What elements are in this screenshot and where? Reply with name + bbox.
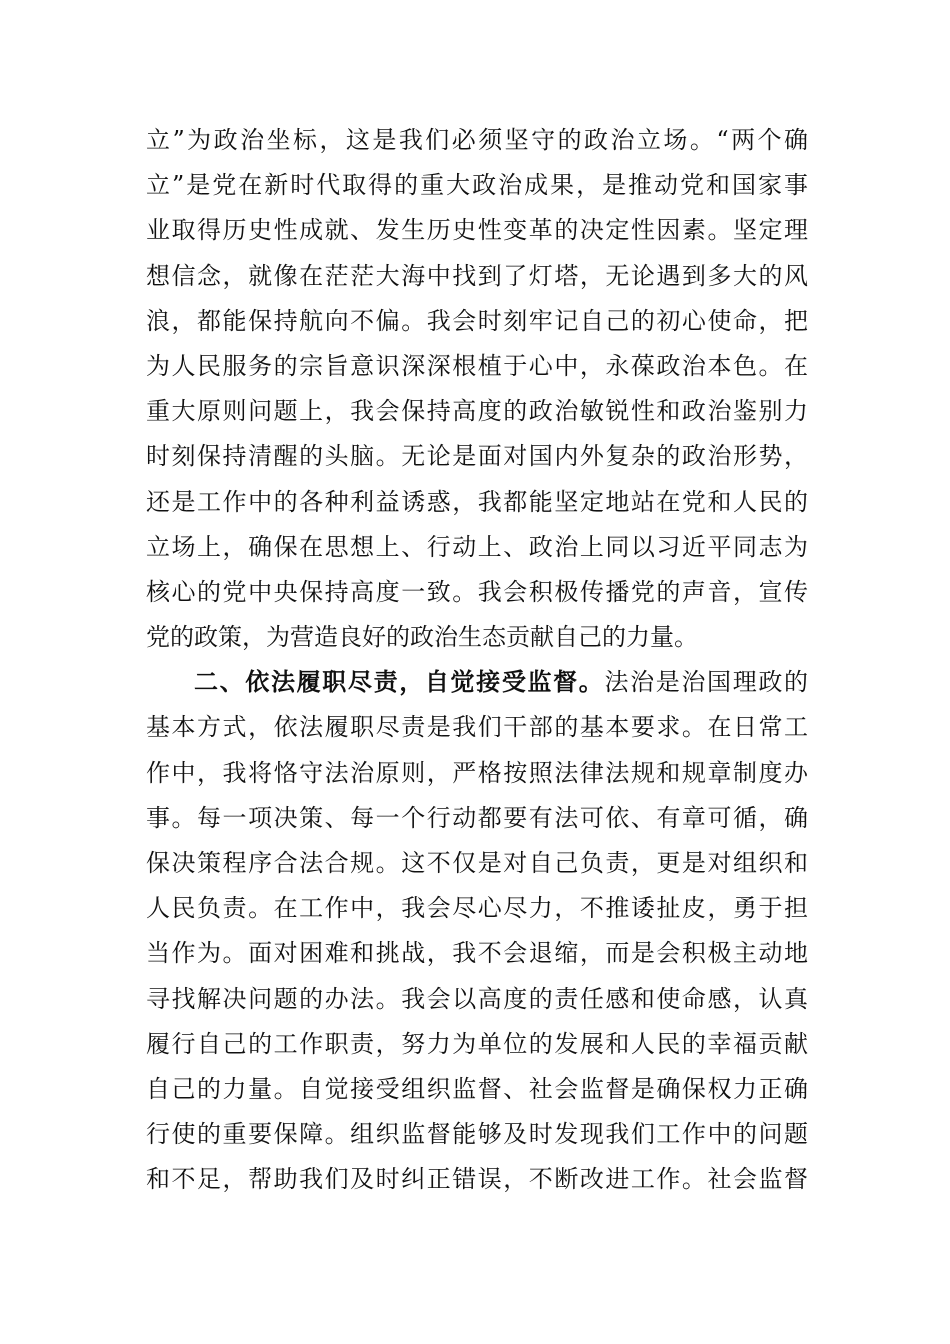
paragraph-line: 事。每一项决策、每一个行动都要有法可依、有章可循，确 (146, 803, 808, 832)
paragraph-line: 想信念，就像在茫茫大海中找到了灯塔，无论遇到多大的风 (146, 261, 808, 290)
section-heading: 二、依法履职尽责，自觉接受监督。 (194, 668, 605, 697)
paragraph-line: 立场上，确保在思想上、行动上、政治上同以习近平同志为 (146, 532, 808, 561)
paragraph-line: 立”是党在新时代取得的重大政治成果，是推动党和国家事 (146, 171, 808, 200)
paragraph-line: 核心的党中央保持高度一致。我会积极传播党的声音，宣传 (146, 577, 808, 606)
paragraph-line: 当作为。面对困难和挑战，我不会退缩，而是会积极主动地 (146, 939, 808, 968)
paragraph-line: 立”为政治坐标，这是我们必须坚守的政治立场。“两个确 (146, 126, 808, 154)
paragraph-line: 自己的力量。自觉接受组织监督、社会监督是确保权力正确 (146, 1074, 808, 1103)
paragraph-line: 和不足，帮助我们及时纠正错误，不断改进工作。社会监督 (146, 1165, 808, 1194)
section-heading-rest: 法治是治国理政的 (604, 668, 808, 697)
paragraph-line: 作中，我将恪守法治原则，严格按照法律法规和规章制度办 (146, 758, 808, 787)
paragraph-line: 为人民服务的宗旨意识深深根植于心中，永葆政治本色。在 (146, 351, 808, 380)
paragraph-line: 履行自己的工作职责，努力为单位的发展和人民的幸福贡献 (146, 1029, 808, 1058)
paragraph-line: 行使的重要保障。组织监督能够及时发现我们工作中的问题 (146, 1120, 808, 1149)
paragraph-line: 重大原则问题上，我会保持高度的政治敏锐性和政治鉴别力 (146, 397, 808, 426)
paragraph-line: 寻找解决问题的办法。我会以高度的责任感和使命感，认真 (146, 984, 808, 1013)
paragraph-line: 还是工作中的各种利益诱惑，我都能坚定地站在党和人民的 (146, 487, 808, 516)
section-heading-line (146, 660, 808, 705)
paragraph-line: 时刻保持清醒的头脑。无论是面对国内外复杂的政治形势， (146, 442, 808, 471)
paragraph-line: 基本方式，依法履职尽责是我们干部的基本要求。在日常工 (146, 713, 808, 742)
paragraph-line: 党的政策，为营造良好的政治生态贡献自己的力量。 (146, 623, 698, 652)
paragraph-line: 业取得历史性成就、发生历史性变革的决定性因素。坚定理 (146, 216, 808, 245)
paragraph-line: 保决策程序合法合规。这不仅是对自己负责，更是对组织和 (146, 849, 808, 877)
body-text (146, 118, 808, 1203)
paragraph-line: 人民负责。在工作中，我会尽心尽力，不推诿扯皮，勇于担 (146, 894, 808, 923)
paragraph-line: 浪，都能保持航向不偏。我会时刻牢记自己的初心使命，把 (146, 306, 808, 335)
